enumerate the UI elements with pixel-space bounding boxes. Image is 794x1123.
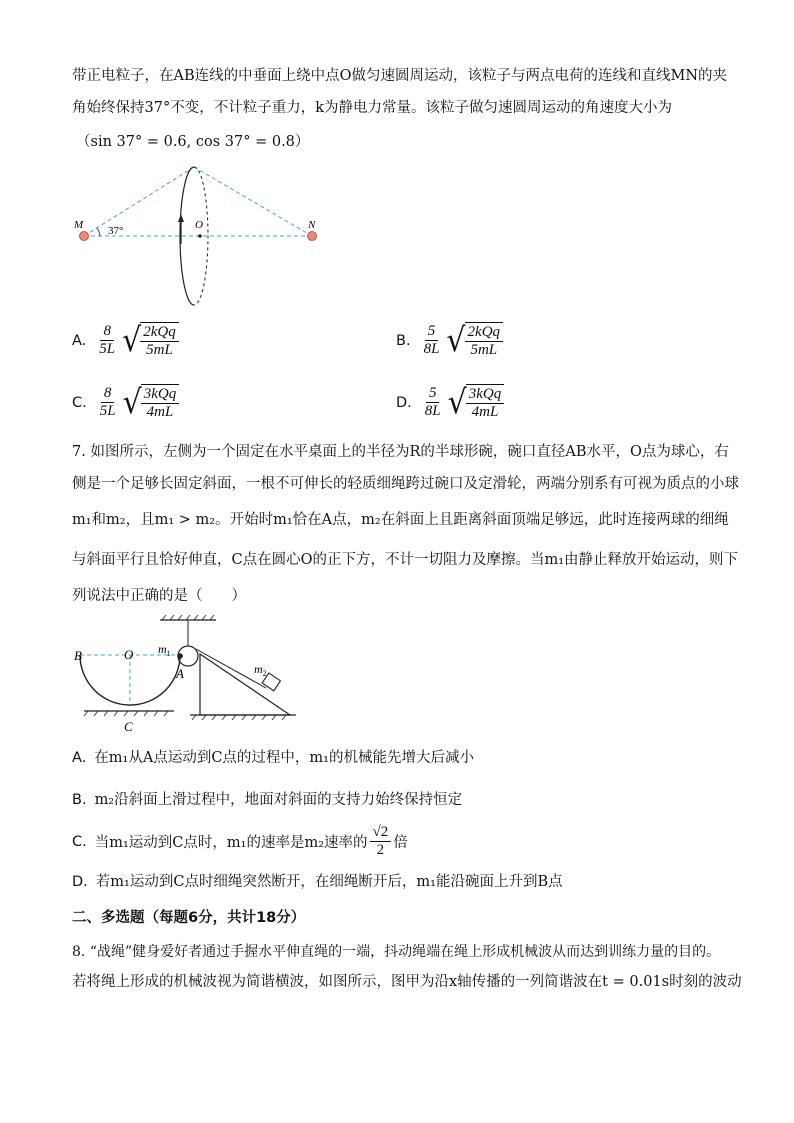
m-to-particle-line	[84, 167, 194, 236]
label-o: O	[195, 219, 203, 231]
q6-option-c[interactable]: C. $\frac{8}{5L}$ √ $\frac{\text{3kQq}}{4mL}$	[72, 384, 179, 421]
center-point-o	[198, 234, 202, 238]
q7-option-b[interactable]: B. m₂沿斜面上滑过程中，地面对斜面的支持力始终保持恒定	[72, 792, 463, 808]
charge-n	[308, 232, 317, 241]
q6-text-line-1: 带正电粒子，在AB连线的中垂面上绕中点O做匀速圆周运动，该粒子与两点电荷的连线和直线MN的夹	[72, 68, 728, 84]
ball-m1	[177, 653, 183, 659]
label-angle: 37°	[108, 225, 124, 237]
label-c: C	[124, 719, 133, 734]
q6-figure	[70, 160, 340, 312]
motion-arrow-head	[178, 214, 184, 222]
label-m1: $m_1$	[158, 642, 171, 658]
label-b: B	[74, 648, 82, 663]
table-hatch	[84, 711, 168, 716]
particle-to-n-line	[194, 167, 312, 236]
ceiling-hatch	[162, 615, 214, 620]
label-m: M	[74, 219, 84, 231]
q6-trig-values: （sin 37° = 0.6, cos 37° = 0.8）	[76, 134, 310, 150]
q7-text-line-5: 列说法中正确的是（ ）	[72, 588, 246, 604]
q8-text-line-2: 若将绳上形成的机械波视为简谐横波，如图所示，图甲为沿x轴传播的一列简谐波在t = 0.01s时刻的波动	[72, 974, 742, 990]
label-m2: $m_2$	[254, 662, 267, 678]
q6-text-line-2: 角始终保持37°不变，不计粒子重力，k为静电力常量。该粒子做匀速圆周运动的角速度大小为	[72, 100, 672, 116]
ground-hatch	[192, 715, 286, 720]
q7-text-line-3: m₁和m₂，且m₁ > m₂。开始时m₁恰在A点，m₂在斜面上且距离斜面顶端足够远，此时连接两球的细绳	[72, 512, 729, 528]
label-a: A	[176, 666, 184, 681]
q7-option-d[interactable]: D. 若m₁运动到C点时细绳突然断开，在细绳断开后，m₁能沿碗面上升到B点	[72, 874, 563, 890]
q7-text-line-1: 7. 如图所示，左侧为一个固定在水平桌面上的半径为R的半球形碗，碗口直径AB水平，O点为球心，右	[72, 444, 729, 460]
q6-option-b[interactable]: B. $\frac{5}{8L}$ √ $\frac{\text{2kQq}}{5mL}$	[396, 322, 503, 359]
angle-arc	[97, 228, 100, 236]
q7-option-c[interactable]: C. 当m₁运动到C点时，m₁的速率是m₂速率的 $\frac{√2}{2}$ 倍	[72, 824, 408, 858]
section-2-title: 二、多选题（每题6分，共计18分）	[72, 910, 306, 926]
q7-figure	[70, 612, 300, 736]
q7-option-a[interactable]: A. 在m₁从A点运动到C点的过程中，m₁的机械能先增大后减小	[72, 750, 474, 766]
label-o: O	[124, 647, 134, 662]
q6-option-a[interactable]: A. $\frac{8}{5L}$ √ $\frac{\text{2kQq}}{5mL}$	[72, 322, 179, 359]
label-n: N	[308, 219, 316, 231]
q7-text-line-4: 与斜面平行且恰好伸直，C点在圆心O的正下方，不计一切阻力及摩擦。当m₁由静止释放开始运动，则下	[72, 552, 739, 568]
q8-text-line-1: 8. “战绳”健身爱好者通过手握水平伸直绳的一端，抖动绳端在绳上形成机械波从而达到训练力量的目的。	[72, 944, 721, 960]
q7-text-line-2: 侧是一个足够长固定斜面，一根不可伸长的轻质细绳跨过碗口及定滑轮，两端分别系有可视为质点的小球	[72, 476, 739, 492]
charge-m	[80, 232, 89, 241]
q6-option-d[interactable]: D. $\frac{5}{8L}$ √ $\frac{\text{3kQq}}{4mL}$	[396, 384, 504, 421]
